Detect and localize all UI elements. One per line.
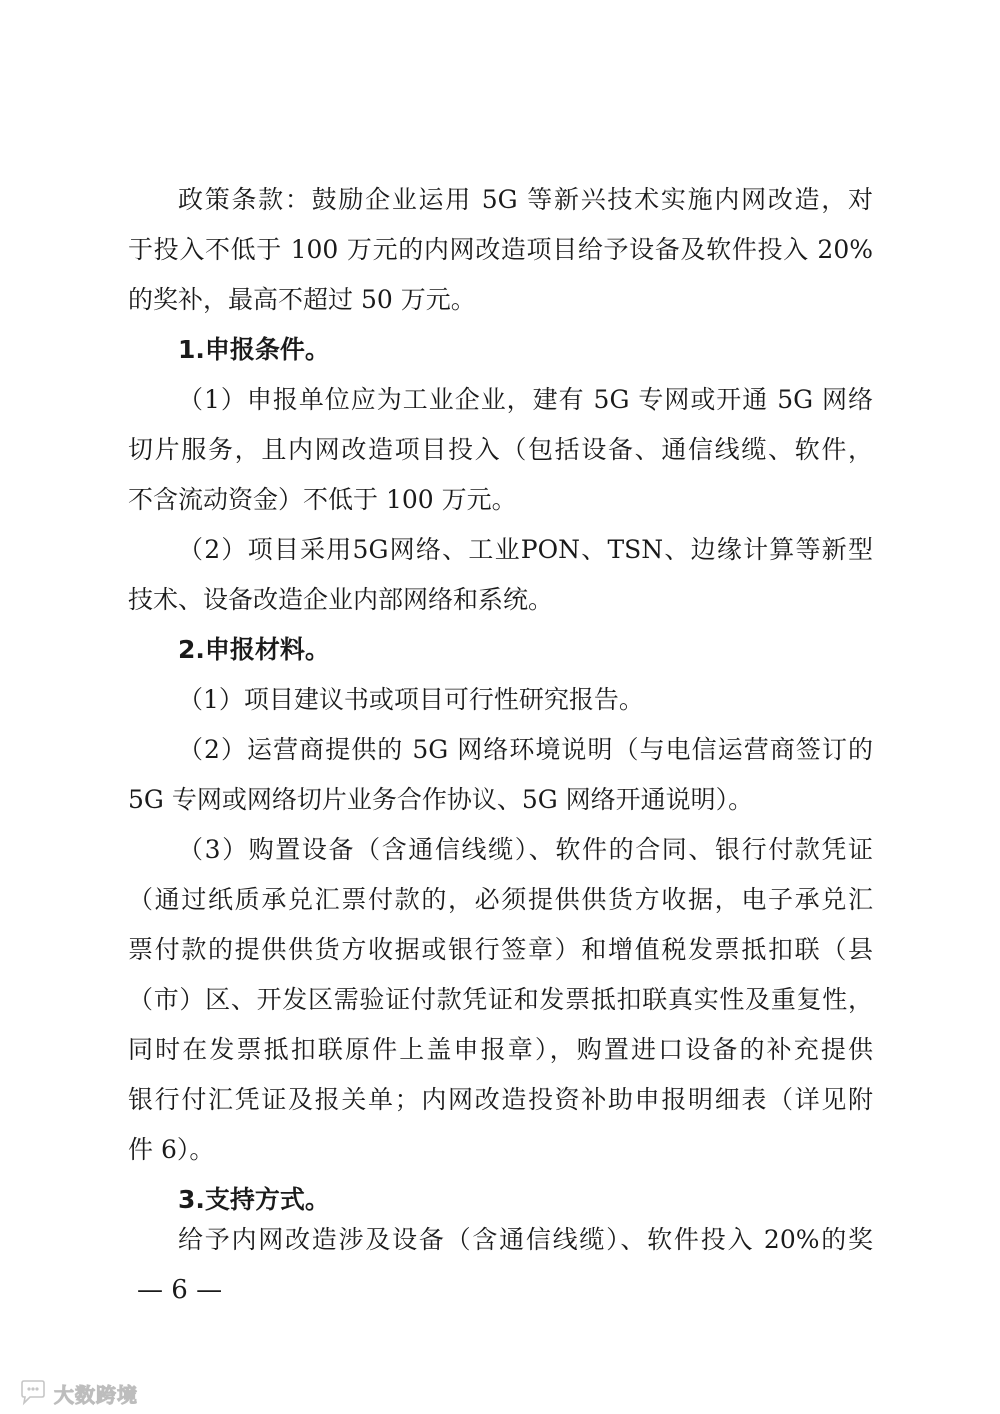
section-heading-materials: 2.申报材料。 — [178, 635, 330, 664]
material-2-line-2: 5G 专网或网络切片业务合作协议、5G 网络开通说明）。 — [128, 785, 754, 814]
material-3-line-7: 件 6）。 — [128, 1135, 215, 1164]
watermark — [18, 1378, 138, 1408]
watermark-text: 大数跨境 — [54, 1382, 138, 1407]
policy-clause-line-3: 的奖补，最高不超过 50 万元。 — [128, 285, 476, 314]
material-3-line-4: （市）区、开发区需验证付款凭证和发票抵扣联真实性及重复性， — [128, 985, 873, 1014]
material-1-line-1: （1）项目建议书或项目可行性研究报告。 — [178, 685, 644, 714]
material-3-line-3: 票付款的提供供货方收据或银行签章）和增值税发票抵扣联（县 — [128, 935, 873, 964]
condition-2-line-2: 技术、设备改造企业内部网络和系统。 — [128, 585, 554, 614]
material-2-line-1: （2）运营商提供的 5G 网络环境说明（与电信运营商签订的 — [178, 735, 873, 764]
condition-1-line-1: （1）申报单位应为工业企业，建有 5G 专网或开通 5G 网络 — [178, 385, 873, 414]
material-3-line-5: 同时在发票抵扣联原件上盖申报章），购置进口设备的补充提供 — [128, 1035, 873, 1064]
section-heading-support: 3.支持方式。 — [178, 1185, 330, 1214]
chat-bubble-logo-icon — [18, 1380, 48, 1406]
page-number: — 6 — — [137, 1275, 223, 1305]
policy-clause-line-2: 于投入不低于 100 万元的内网改造项目给予设备及软件投入 20% — [128, 235, 873, 264]
section-heading-conditions: 1.申报条件。 — [178, 335, 330, 364]
condition-1-line-2: 切片服务，且内网改造项目投入（包括设备、通信线缆、软件， — [128, 435, 873, 464]
condition-1-line-3: 不含流动资金）不低于 100 万元。 — [128, 485, 517, 514]
material-3-line-2: （通过纸质承兑汇票付款的，必须提供供货方收据，电子承兑汇 — [128, 885, 873, 914]
material-3-line-6: 银行付汇凭证及报关单；内网改造投资补助申报明细表（详见附 — [128, 1085, 873, 1114]
material-3-line-1: （3）购置设备（含通信线缆）、软件的合同、银行付款凭证 — [178, 835, 873, 864]
policy-clause-line-1: 政策条款：鼓励企业运用 5G 等新兴技术实施内网改造，对 — [178, 185, 873, 214]
condition-2-line-1: （2）项目采用5G网络、工业PON、TSN、边缘计算等新型 — [178, 535, 873, 564]
support-line-1: 给予内网改造涉及设备（含通信线缆）、软件投入 20%的奖 — [178, 1225, 873, 1254]
